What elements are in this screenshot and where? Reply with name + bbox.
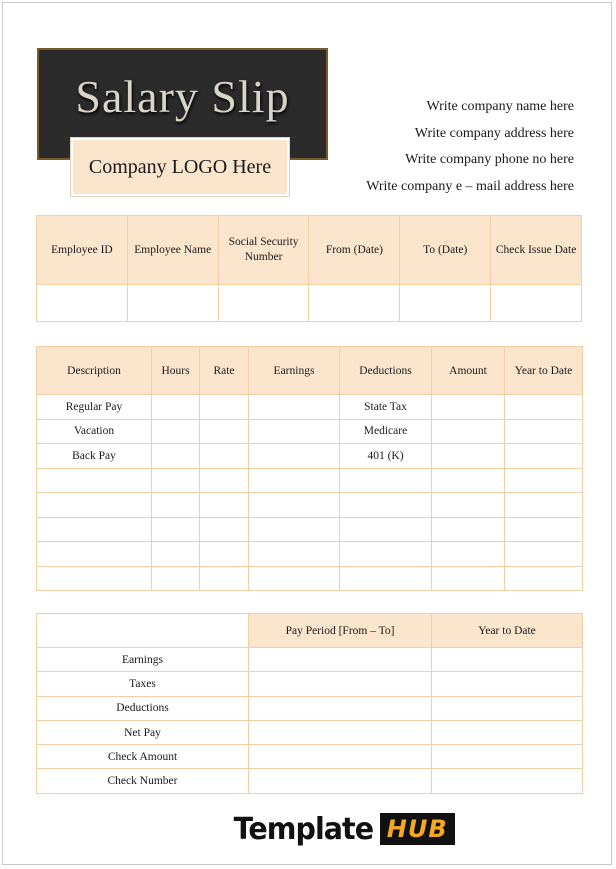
employee-data-row (37, 285, 582, 322)
hours-cell[interactable] (152, 566, 200, 591)
brand-badge: HUB (380, 813, 455, 845)
hours-cell[interactable] (152, 493, 200, 518)
summary-corner-cell (37, 614, 249, 648)
table-row (37, 542, 583, 567)
col-rate: Rate (200, 347, 249, 395)
rate-cell[interactable] (200, 395, 249, 420)
pay-period-cell[interactable] (249, 745, 432, 769)
pay-period-cell[interactable] (249, 672, 432, 696)
ytd-cell[interactable] (505, 395, 583, 420)
col-description: Description (37, 347, 152, 395)
hours-cell[interactable] (152, 419, 200, 444)
description-cell: Back Pay (37, 444, 152, 469)
summary-header-row (37, 614, 583, 648)
amount-cell[interactable] (432, 444, 505, 469)
rate-cell[interactable] (200, 444, 249, 469)
company-email-line: Write company e – mail address here (366, 178, 574, 194)
col-employee-name: Employee Name (127, 216, 218, 285)
col-amount: Amount (432, 347, 505, 395)
pay-period-cell[interactable] (249, 696, 432, 720)
ytd-cell[interactable] (505, 517, 583, 542)
description-cell[interactable] (37, 517, 152, 542)
amount-cell[interactable] (432, 493, 505, 518)
deduction-cell[interactable] (340, 542, 432, 567)
company-address-line: Write company address here (414, 125, 574, 141)
deduction-cell[interactable] (340, 566, 432, 591)
table-row (37, 720, 583, 744)
rate-cell[interactable] (200, 566, 249, 591)
amount-cell[interactable] (432, 542, 505, 567)
amount-cell[interactable] (432, 566, 505, 591)
summary-label: Net Pay (37, 720, 249, 744)
col-from-date: From (Date) (309, 216, 400, 285)
table-row (37, 517, 583, 542)
deduction-cell[interactable] (340, 517, 432, 542)
deduction-cell: Medicare (340, 419, 432, 444)
hours-cell[interactable] (152, 542, 200, 567)
ytd-cell[interactable] (432, 696, 583, 720)
pay-period-cell[interactable] (249, 648, 432, 672)
pay-period-cell[interactable] (249, 720, 432, 744)
amount-cell[interactable] (432, 517, 505, 542)
page-title: Salary Slip (75, 71, 290, 122)
company-phone-line: Write company phone no here (405, 152, 574, 167)
earnings-cell[interactable] (249, 444, 340, 469)
table-row (37, 444, 583, 469)
ytd-cell[interactable] (505, 444, 583, 469)
rate-cell[interactable] (200, 493, 249, 518)
earnings-table (36, 346, 583, 591)
ytd-cell[interactable] (505, 542, 583, 567)
employee-table (36, 215, 582, 322)
table-row (37, 672, 583, 696)
earnings-cell[interactable] (249, 517, 340, 542)
rate-cell[interactable] (200, 542, 249, 567)
deduction-cell[interactable] (340, 493, 432, 518)
earnings-cell[interactable] (249, 468, 340, 493)
company-info (366, 94, 574, 200)
ytd-cell[interactable] (505, 468, 583, 493)
description-cell[interactable] (37, 468, 152, 493)
description-cell[interactable] (37, 493, 152, 518)
amount-cell[interactable] (432, 419, 505, 444)
amount-cell[interactable] (432, 468, 505, 493)
employee-name-cell[interactable] (127, 285, 218, 322)
table-row (37, 468, 583, 493)
col-check-issue-date: Check Issue Date (491, 216, 582, 285)
col-earnings: Earnings (249, 347, 340, 395)
ytd-cell[interactable] (505, 419, 583, 444)
deduction-cell: 401 (K) (340, 444, 432, 469)
summary-label: Deductions (37, 696, 249, 720)
description-cell[interactable] (37, 566, 152, 591)
description-cell[interactable] (37, 542, 152, 567)
company-logo-placeholder: Company LOGO Here (71, 138, 289, 196)
to-date-cell[interactable] (400, 285, 491, 322)
rate-cell[interactable] (200, 419, 249, 444)
hours-cell[interactable] (152, 395, 200, 420)
col-employee-id: Employee ID (37, 216, 128, 285)
ytd-cell[interactable] (505, 566, 583, 591)
from-date-cell[interactable] (309, 285, 400, 322)
table-row (37, 769, 583, 793)
earnings-cell[interactable] (249, 542, 340, 567)
company-name-line: Write company name here (426, 99, 574, 114)
brand-word: Template (233, 811, 374, 847)
table-row (37, 696, 583, 720)
col-to-date: To (Date) (400, 216, 491, 285)
ytd-cell[interactable] (505, 493, 583, 518)
summary-label: Check Amount (37, 745, 249, 769)
summary-table (36, 613, 583, 794)
summary-label: Taxes (37, 672, 249, 696)
ytd-cell[interactable] (432, 672, 583, 696)
hours-cell[interactable] (152, 468, 200, 493)
summary-label: Earnings (37, 648, 249, 672)
earnings-header-row (37, 347, 583, 395)
table-row (37, 419, 583, 444)
description-cell: Regular Pay (37, 395, 152, 420)
ssn-cell[interactable] (218, 285, 309, 322)
table-row (37, 493, 583, 518)
summary-label: Check Number (37, 769, 249, 793)
col-deductions: Deductions (340, 347, 432, 395)
templatehub-logo (230, 810, 455, 848)
earnings-cell[interactable] (249, 419, 340, 444)
col-hours: Hours (152, 347, 200, 395)
deduction-cell: State Tax (340, 395, 432, 420)
employee-id-cell[interactable] (37, 285, 128, 322)
pay-period-cell[interactable] (249, 769, 432, 793)
ytd-cell[interactable] (432, 769, 583, 793)
employee-header-row (37, 216, 582, 285)
earnings-cell[interactable] (249, 493, 340, 518)
rate-cell[interactable] (200, 517, 249, 542)
amount-cell[interactable] (432, 395, 505, 420)
ytd-cell[interactable] (432, 720, 583, 744)
deduction-cell[interactable] (340, 468, 432, 493)
hours-cell[interactable] (152, 444, 200, 469)
table-row (37, 648, 583, 672)
col-pay-period: Pay Period [From – To] (249, 614, 432, 648)
earnings-cell[interactable] (249, 566, 340, 591)
col-ssn: Social Security Number (218, 216, 309, 285)
ytd-cell[interactable] (432, 648, 583, 672)
earnings-cell[interactable] (249, 395, 340, 420)
table-row (37, 745, 583, 769)
rate-cell[interactable] (200, 468, 249, 493)
description-cell: Vacation (37, 419, 152, 444)
check-issue-date-cell[interactable] (491, 285, 582, 322)
table-row (37, 566, 583, 591)
ytd-cell[interactable] (432, 745, 583, 769)
table-row (37, 395, 583, 420)
hours-cell[interactable] (152, 517, 200, 542)
col-summary-ytd: Year to Date (432, 614, 583, 648)
col-year-to-date: Year to Date (505, 347, 583, 395)
